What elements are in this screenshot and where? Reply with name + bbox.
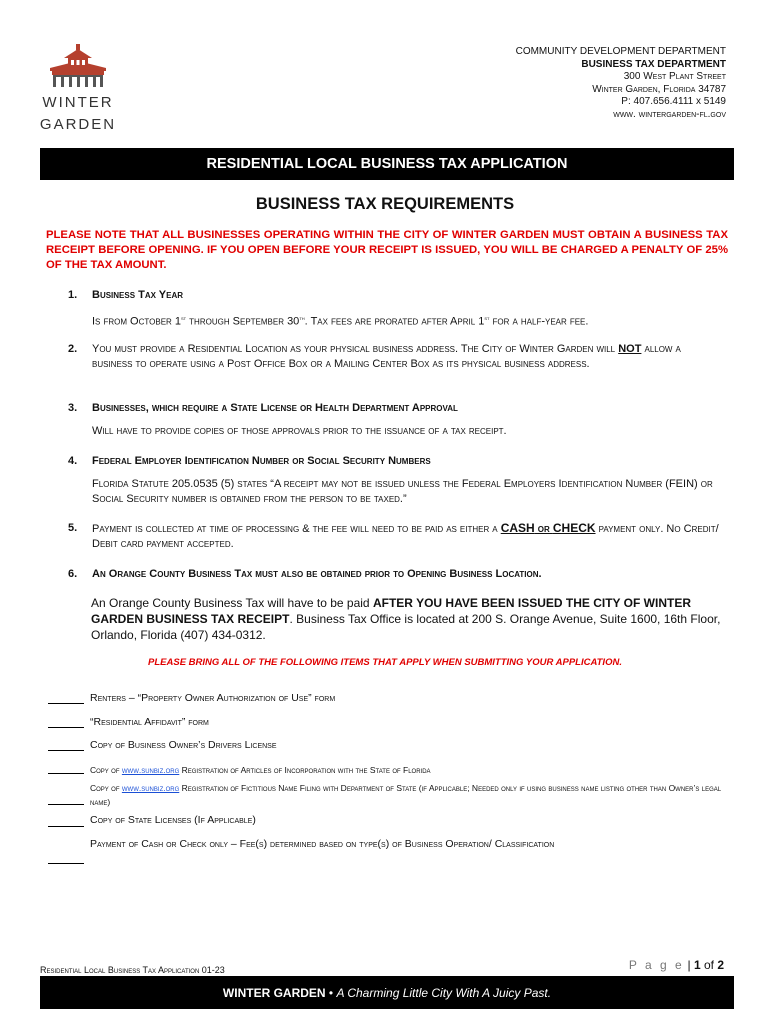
logo-text-bottom: GARDEN (39, 116, 117, 133)
page-title: RESIDENTIAL LOCAL BUSINESS TAX APPLICATION (206, 156, 568, 172)
dept-line-2: BUSINESS TAX DEPARTMENT (581, 58, 726, 70)
dept-line-1: COMMUNITY DEVELOPMENT DEPARTMENT (515, 46, 726, 57)
phone-number: P: 407.656.4111 x 5149 (621, 96, 726, 107)
orange-county-note: An Orange County Business Tax will have to be paid AFTER YOU HAVE BEEN ISSUED THE CITY OF WINTER GARDEN BUSINESS TAX RECEIPT. Business Tax Office is located at 200 S. Orange Avenue, Suite 1600, 16th Floor, Orlando, Florida (407) 434-0312. (91, 596, 721, 642)
department-address-block (516, 46, 726, 121)
checkbox-blank-line[interactable] (48, 750, 84, 751)
item-text: Florida Statute 205.0535 (5) states “A receipt may not be issued unless the Federal Employers Identification Number (FEIN) or Social Security number is obtained from the person to be taxed.” (92, 478, 713, 505)
item-number: 6. (68, 568, 78, 580)
footer-bar: WINTER GARDEN • A Charming Little City With A Juicy Past. (40, 976, 734, 1009)
item-text: Is from October 1st through September 30th. Tax fees are prorated after April 1st for a half-year fee. (92, 315, 589, 328)
item-text: You must provide a Residential Location as your physical business address. The City of Winter Garden will NOT allow a business to operate using a Post Office Box or a Mailing Center Box as its physical business address. (92, 343, 681, 370)
footer-city: WINTER GARDEN (222, 985, 326, 1000)
item-heading: An Orange County Business Tax must also be obtained prior to Opening Business Location. (92, 568, 542, 580)
logo-text-top: WINTER (42, 94, 114, 111)
website: www. wintergarden-fl.gov (613, 108, 726, 120)
checkbox-blank-line[interactable] (48, 826, 84, 827)
item-number: 5. (68, 522, 78, 534)
title-bar (40, 148, 734, 180)
item-number: 3. (68, 402, 78, 414)
sunbiz-link[interactable]: www.sunbiz.org (121, 783, 180, 793)
checkbox-blank-line[interactable] (48, 773, 84, 774)
item-number: 1. (68, 289, 78, 301)
page-number: P a g e | 1 of 2 (628, 958, 724, 972)
checkbox-blank-line[interactable] (48, 703, 84, 704)
winter-garden-logo (39, 44, 117, 136)
checkbox-blank-line[interactable] (48, 863, 84, 864)
item-heading: Business Tax Year (92, 289, 184, 301)
city-address: Winter Garden, Florida 34787 (592, 83, 726, 95)
sunbiz-link[interactable]: www.sunbiz.org (121, 765, 180, 775)
item-text: Will have to provide copies of those approvals prior to the issuance of a tax receipt. (92, 425, 507, 437)
item-heading: Federal Employer Identification Number or Social Security Numbers (92, 455, 431, 467)
penalty-warning: PLEASE NOTE THAT ALL BUSINESSES OPERATING WITHIN THE CITY OF WINTER GARDEN MUST OBTAIN A BUSINESS TAX RECEIPT BEFORE OPENING. IF YOU OPEN BEFORE YOUR RECEIPT IS ISSUED, YOU WILL BE CHARGED A PENALTY OF 25% OF THE TAX AMOUNT. (46, 229, 728, 271)
checkbox-blank-line[interactable] (48, 727, 84, 728)
requirements-heading: BUSINESS TAX REQUIREMENTS (255, 195, 515, 213)
item-number: 4. (68, 455, 78, 467)
footer-slogan: A Charming Little City With A Juicy Past. (336, 985, 552, 1000)
item-text: Payment is collected at time of processing & the fee will need to be paid as either a CASH or CHECK payment only. No Credit/ Debit card payment accepted. (92, 521, 719, 550)
bring-items-note: PLEASE BRING ALL OF THE FOLLOWING ITEMS THAT APPLY WHEN SUBMITTING YOUR APPLICATION. (148, 657, 622, 668)
street-address: 300 West Plant Street (623, 71, 726, 82)
item-number: 2. (68, 343, 78, 355)
item-heading: Businesses, which require a State License or Health Department Approval (92, 402, 458, 414)
form-id-footer: Residential Local Business Tax Application 01-23 (40, 965, 225, 975)
checkbox-blank-line[interactable] (48, 804, 84, 805)
